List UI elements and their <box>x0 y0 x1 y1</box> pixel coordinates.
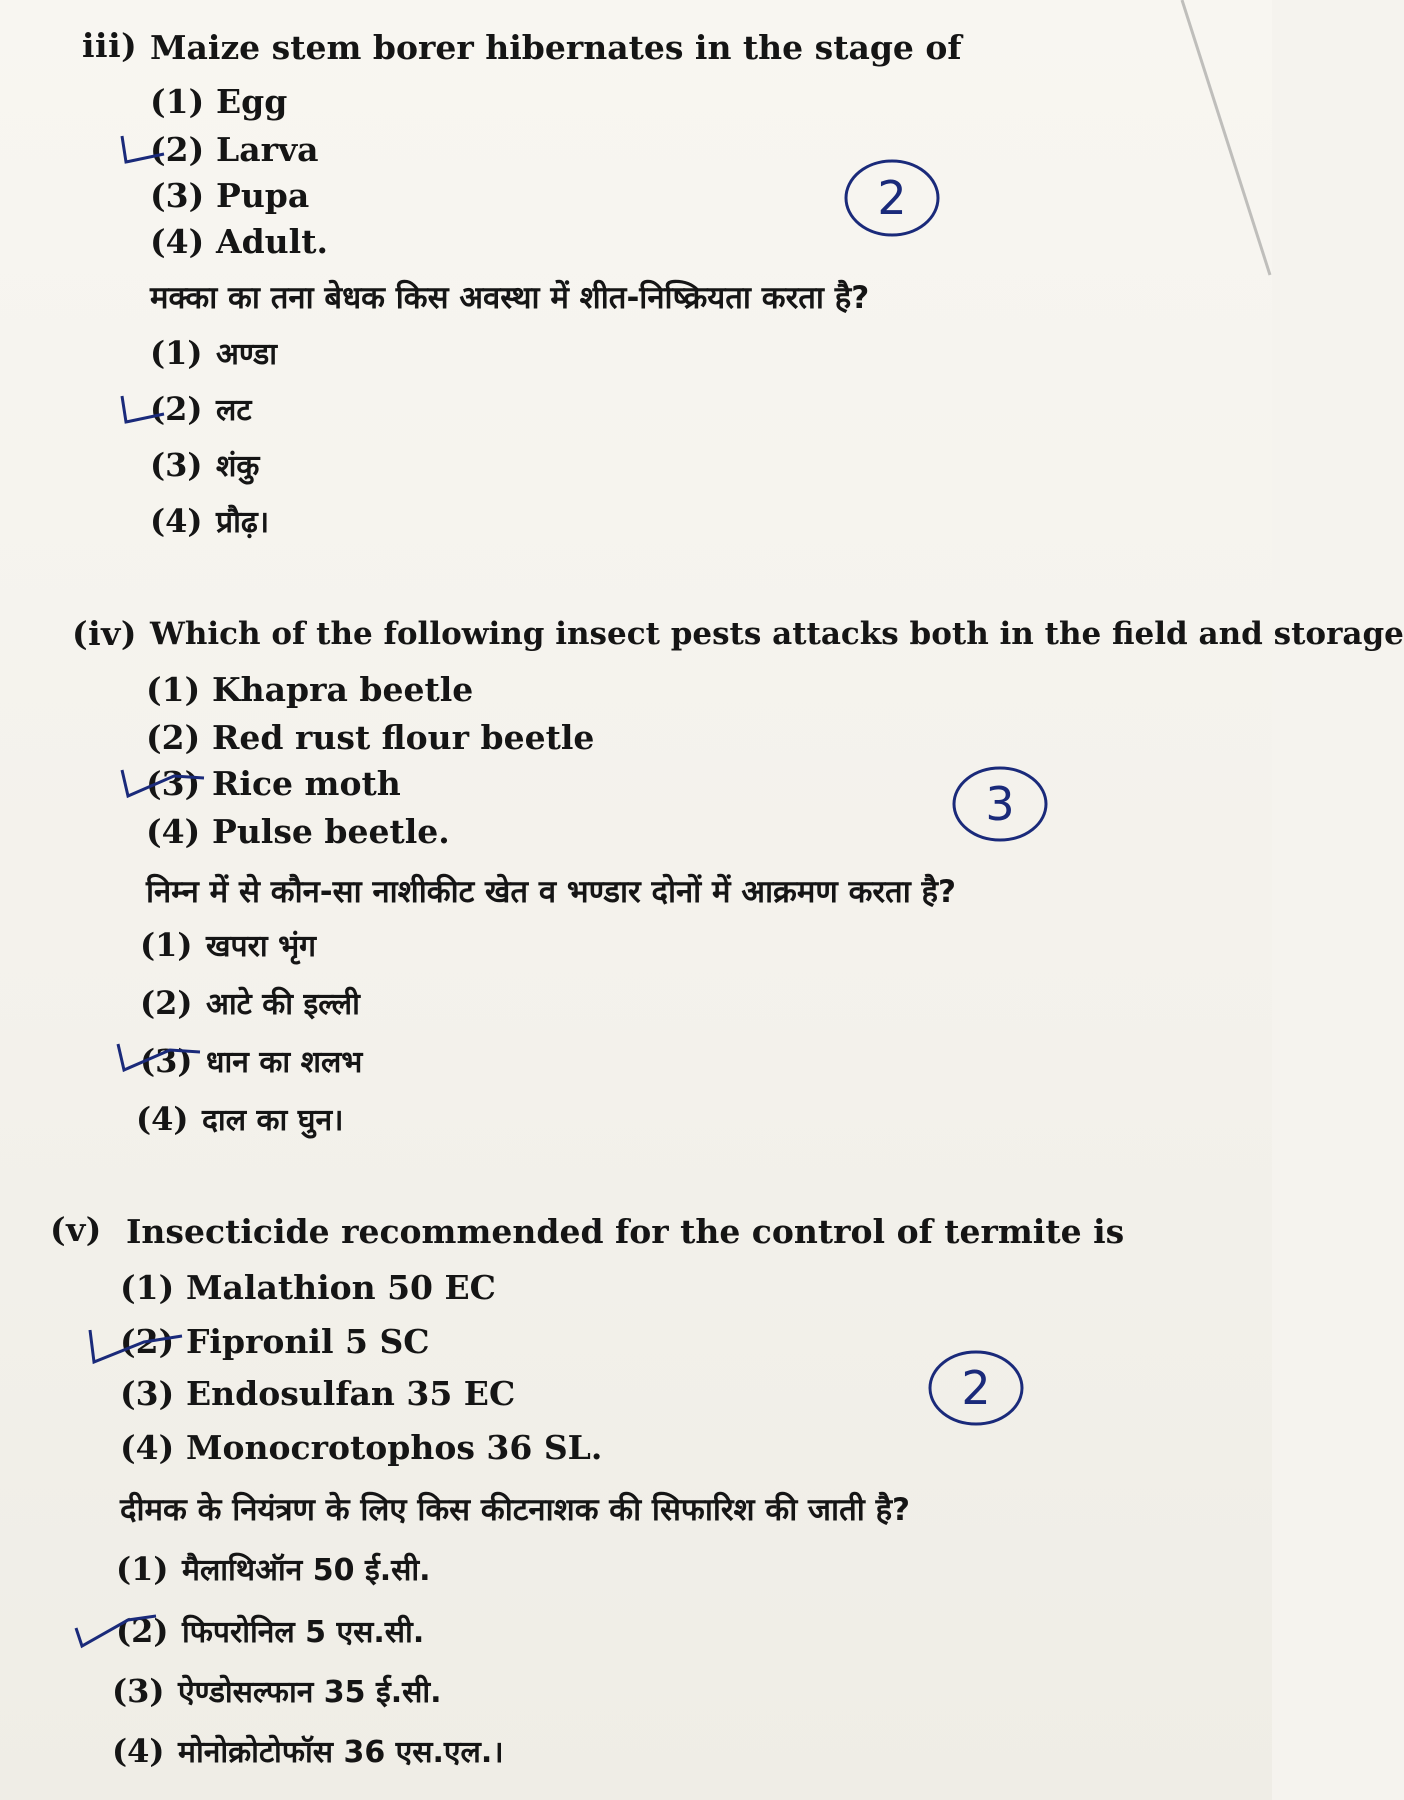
option-text: Larva <box>216 130 319 169</box>
option-number: (4) <box>146 812 201 851</box>
answer-digit: 3 <box>985 777 1015 831</box>
option-text: Endosulfan 35 EC <box>186 1374 516 1413</box>
question-text: Which of the following insect pests attacks both in the field and storage <box>150 616 1404 652</box>
hindi-option-4 <box>112 1730 504 1771</box>
option-number: (2) <box>140 984 193 1022</box>
option-number: (4) <box>136 1100 189 1138</box>
option-number: (3) <box>150 446 203 484</box>
tick-mark-icon <box>72 1610 172 1650</box>
option-number: (4) <box>150 222 205 261</box>
hindi-option-4 <box>150 500 269 541</box>
tick-mark-icon <box>86 1326 186 1366</box>
answer-circle <box>950 764 1050 844</box>
option-number: (1) <box>140 926 193 964</box>
option-text: Pupa <box>216 176 310 215</box>
option-text: शंकु <box>216 449 260 484</box>
answer-circle <box>842 158 942 238</box>
option-4 <box>146 812 450 851</box>
option-number: (2) <box>116 1612 169 1650</box>
option-number: (1) <box>116 1550 169 1588</box>
option-text: Fipronil 5 SC <box>186 1322 430 1361</box>
option-number: (4) <box>150 502 203 540</box>
option-4 <box>120 1428 602 1467</box>
answer-digit: 2 <box>961 1361 991 1415</box>
option-1 <box>146 670 473 709</box>
hindi-option-4 <box>136 1098 344 1139</box>
option-text: खपरा भृंग <box>206 929 317 964</box>
question-text-hindi: दीमक के नियंत्रण के लिए किस कीटनाशक की सिफारिश की जाती है? <box>120 1492 911 1528</box>
option-text: Khapra beetle <box>212 670 474 709</box>
question-number: (v) <box>50 1210 102 1249</box>
option-number: (2) <box>150 130 205 169</box>
option-number: (2) <box>150 390 203 428</box>
question-text: Maize stem borer hibernates in the stage of <box>150 28 962 67</box>
question-text: Insecticide recommended for the control of termite is <box>126 1212 1125 1251</box>
option-text: लट <box>216 393 252 428</box>
option-text: Red rust flour beetle <box>212 718 595 757</box>
tick-mark-icon <box>118 392 168 426</box>
hindi-option-1 <box>140 924 316 965</box>
option-number: (2) <box>120 1322 175 1361</box>
option-number: (3) <box>150 176 205 215</box>
answer-circle <box>926 1348 1026 1428</box>
option-text: Rice moth <box>212 764 401 803</box>
question-number: (iv) <box>72 614 137 653</box>
option-text: Egg <box>216 82 288 121</box>
hindi-option-3 <box>112 1670 442 1711</box>
option-text: Monocrotophos 36 SL. <box>186 1428 603 1467</box>
hindi-option-2 <box>140 982 360 1023</box>
option-text: ऐण्डोसल्फान 35 ई.सी. <box>178 1675 442 1710</box>
tick-mark-icon <box>118 766 208 800</box>
option-number: (4) <box>120 1428 175 1467</box>
option-text: अण्डा <box>216 337 277 372</box>
question-text-hindi: मक्का का तना बेधक किस अवस्था में शीत-निष्क्रियता करता है? <box>150 280 870 316</box>
question-number: iii) <box>82 26 138 65</box>
option-text: Adult. <box>216 222 328 261</box>
option-3 <box>120 1374 515 1413</box>
page-edge-shadow <box>1152 0 1272 280</box>
option-text: आटे की इल्ली <box>206 987 360 1022</box>
option-text: धान का शलभ <box>206 1045 363 1080</box>
option-2 <box>150 130 319 169</box>
option-1 <box>150 82 287 121</box>
tick-mark-icon <box>114 1040 204 1074</box>
option-number: (1) <box>120 1268 175 1307</box>
option-text: मैलाथिऑन 50 ई.सी. <box>182 1553 431 1588</box>
option-number: (4) <box>112 1732 165 1770</box>
option-3 <box>150 176 309 215</box>
option-2 <box>146 718 594 757</box>
option-text: प्रौढ़। <box>216 505 270 540</box>
option-number: (3) <box>112 1672 165 1710</box>
hindi-option-1 <box>116 1548 431 1589</box>
option-number: (1) <box>150 82 205 121</box>
option-number: (2) <box>146 718 201 757</box>
option-number: (3) <box>140 1042 193 1080</box>
hindi-option-3 <box>150 444 259 485</box>
question-text-hindi: निम्न में से कौन-सा नाशीकीट खेत व भण्डार दोनों में आक्रमण करता है? <box>146 874 956 910</box>
tick-mark-icon <box>118 132 168 166</box>
answer-digit: 2 <box>877 171 907 225</box>
hindi-option-1 <box>150 332 277 373</box>
option-number: (1) <box>150 334 203 372</box>
option-number: (3) <box>146 764 201 803</box>
option-number: (1) <box>146 670 201 709</box>
option-text: दाल का घुन। <box>202 1103 344 1138</box>
option-text: Pulse beetle. <box>212 812 450 851</box>
option-text: फिपरोनिल 5 एस.सी. <box>182 1615 425 1650</box>
option-1 <box>120 1268 496 1307</box>
option-number: (3) <box>120 1374 175 1413</box>
option-text: मोनोक्रोटोफॉस 36 एस.एल.। <box>178 1735 504 1770</box>
option-4 <box>150 222 328 261</box>
option-text: Malathion 50 EC <box>186 1268 496 1307</box>
